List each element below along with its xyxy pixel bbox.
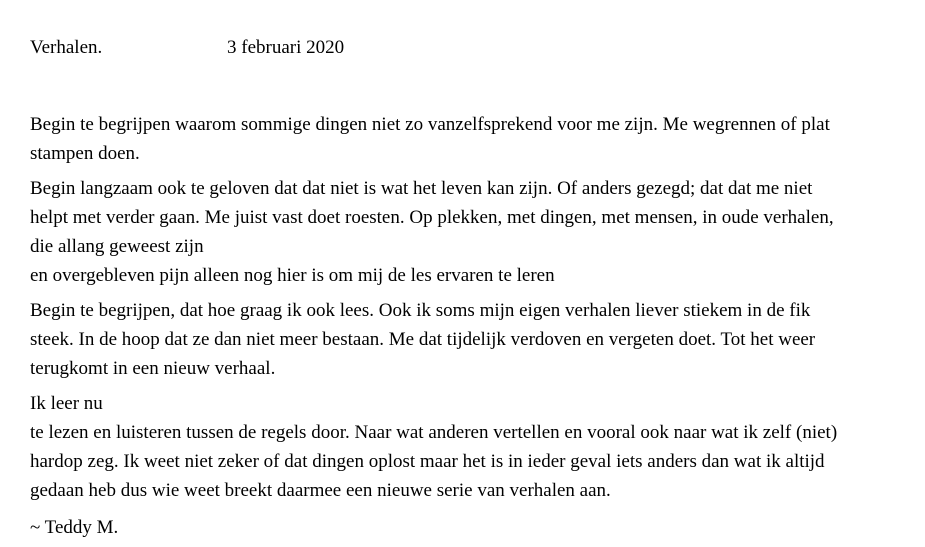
document-header — [30, 33, 895, 62]
paragraph-line: Begin langzaam ook te geloven dat dat niet is wat het leven kan zijn. Of anders gezegd; dat dat me niet — [30, 178, 813, 199]
paragraph-line: gedaan heb dus wie weet breekt daarmee een nieuwe serie van verhalen aan. — [30, 480, 611, 501]
paragraph-line: te lezen en luisteren tussen de regels door. Naar wat anderen vertellen en vooral ook naar wat ik zelf (niet) — [30, 422, 838, 443]
paragraph-line: Ik leer nu — [30, 393, 103, 414]
paragraph-line: Begin te begrijpen, dat hoe graag ik ook lees. Ook ik soms mijn eigen verhalen liever stiekem in de fik — [30, 300, 811, 321]
paragraph — [30, 110, 895, 168]
signature: ~ Teddy M. — [30, 517, 119, 538]
paragraph-line: Begin te begrijpen waarom sommige dingen niet zo vanzelfsprekend voor me zijn. Me wegrennen of plat — [30, 114, 830, 135]
paragraph-line: hardop zeg. Ik weet niet zeker of dat dingen oplost maar het is in ieder geval iets anders dan wat ik altijd — [30, 451, 825, 472]
paragraph-line: steek. In de hoop dat ze dan niet meer bestaan. Me dat tijdelijk verdoven en vergeten doet. Tot het weer — [30, 329, 816, 350]
paragraph-line: terugkomt in een nieuw verhaal. — [30, 358, 276, 379]
paragraph-line: helpt met verder gaan. Me juist vast doet roesten. Op plekken, met dingen, met mensen, in oude verhalen, — [30, 207, 834, 228]
paragraph-line: en overgebleven pijn alleen nog hier is om mij de les ervaren te leren — [30, 265, 555, 286]
paragraph — [30, 296, 895, 383]
paragraph — [30, 389, 895, 505]
document-date: 3 februari 2020 — [227, 37, 345, 58]
paragraph-line: stampen doen. — [30, 143, 140, 164]
document-title: Verhalen. — [30, 37, 103, 58]
paragraph-line: die allang geweest zijn — [30, 236, 204, 257]
document-body — [30, 110, 895, 505]
paragraph — [30, 174, 895, 290]
